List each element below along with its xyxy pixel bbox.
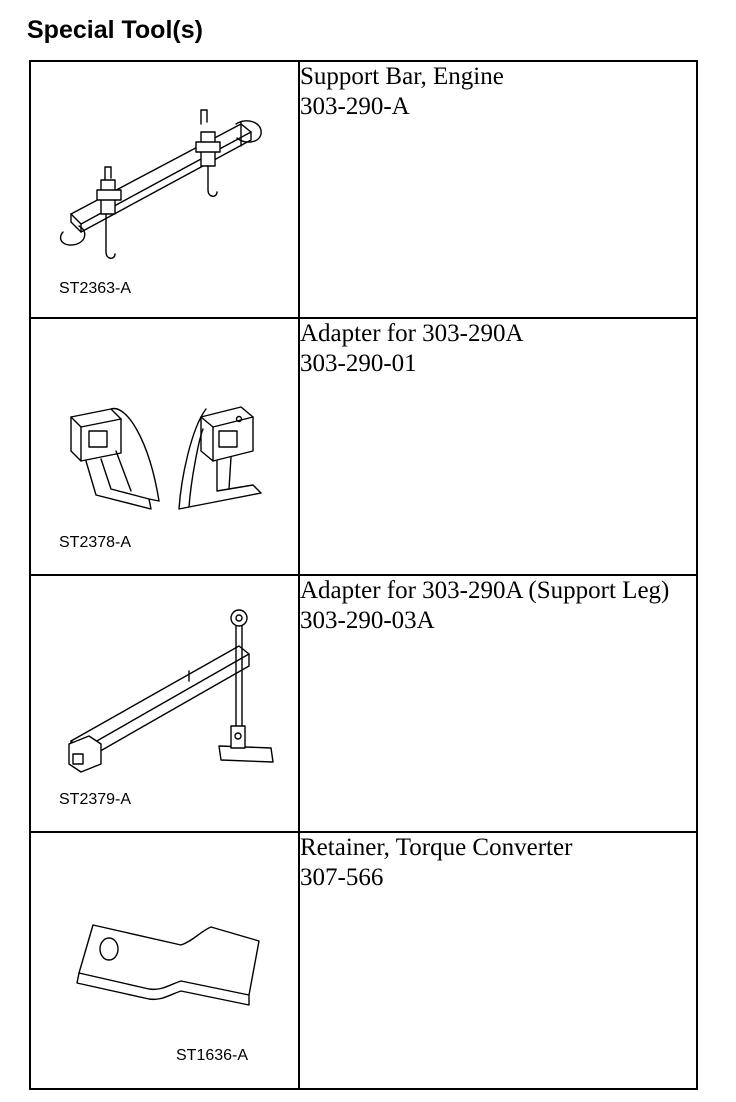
tool-illustration-cell (30, 318, 299, 575)
tool-name: Adapter for 303-290A (Support Leg) (300, 577, 670, 604)
tool-description-cell (299, 318, 697, 575)
tool-part-number: 303-290-01 (300, 350, 417, 377)
tool-name: Support Bar, Engine (300, 63, 504, 90)
tool-code: ST2379-A (59, 791, 132, 808)
tool-description-cell (299, 575, 697, 832)
tool-description-cell (299, 832, 697, 1089)
tool-code: ST2363-A (59, 280, 132, 297)
page-title: Special Tool(s) (27, 16, 203, 44)
table-row (30, 832, 697, 1089)
tool-illustration-cell (30, 61, 299, 318)
table-row (30, 318, 697, 575)
torque-converter-retainer-illustration (31, 833, 298, 1088)
table-row (30, 61, 697, 318)
tool-part-number: 303-290-A (300, 93, 410, 120)
tool-code: ST2378-A (59, 534, 132, 551)
engine-support-bar-illustration (31, 62, 298, 317)
table-row (30, 575, 697, 832)
tool-name: Retainer, Torque Converter (300, 834, 573, 861)
tool-description-cell (299, 61, 697, 318)
tool-illustration-cell (30, 575, 299, 832)
tool-name: Adapter for 303-290A (300, 320, 524, 347)
tool-part-number: 307-566 (300, 864, 384, 891)
tool-part-number: 303-290-03A (300, 607, 435, 634)
tool-illustration-cell (30, 832, 299, 1089)
tool-code: ST1636-A (176, 1047, 249, 1064)
special-tools-table (29, 60, 698, 1090)
